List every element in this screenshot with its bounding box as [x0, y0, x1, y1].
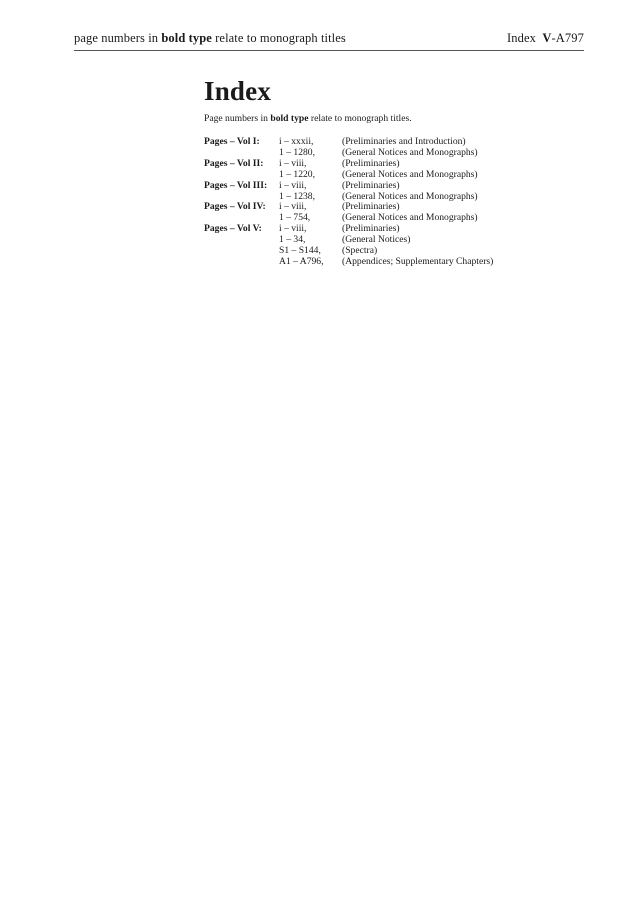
header-note-bold: bold type — [161, 31, 212, 45]
pages-table — [204, 137, 493, 268]
page-range: 1 – 754, — [279, 212, 311, 224]
range-description: (Preliminaries) — [342, 157, 400, 169]
page-range: 1 – 1280, — [279, 146, 315, 158]
page-range: 1 – 1238, — [279, 190, 315, 202]
range-description: (General Notices) — [342, 234, 411, 246]
header-note-prefix: page numbers in — [74, 31, 159, 45]
intro-note — [204, 113, 412, 124]
table-row — [204, 170, 493, 181]
page-title: Index — [204, 76, 272, 106]
page-range: 1 – 34, — [279, 234, 306, 246]
header-volume: V — [542, 31, 552, 45]
intro-prefix: Page numbers in — [204, 113, 268, 124]
range-description: (General Notices and Monographs) — [342, 168, 478, 180]
volume-label: Pages – Vol II: — [204, 157, 264, 169]
range-description: (Preliminaries and Introduction) — [342, 136, 466, 147]
page-range: 1 – 1220, — [279, 168, 315, 180]
running-header — [74, 30, 584, 51]
page-range: S1 – S144, — [279, 245, 321, 257]
volume-label — [204, 257, 279, 268]
volume-label — [204, 246, 279, 257]
range-description: (General Notices and Monographs) — [342, 146, 478, 158]
header-note-suffix: relate to monograph titles — [215, 31, 346, 45]
table-row — [204, 257, 493, 268]
page-range: i – viii, — [279, 201, 307, 213]
header-page-number: -A797 — [551, 31, 584, 45]
range-description: (Preliminaries) — [342, 201, 400, 213]
volume-label — [204, 170, 279, 181]
intro-bold: bold type — [270, 113, 309, 124]
intro-suffix: relate to monograph titles. — [310, 113, 412, 124]
volume-label: Pages – Vol I: — [204, 136, 260, 147]
table-row — [204, 181, 493, 192]
header-page-ref — [507, 31, 584, 46]
volume-label: Pages – Vol III: — [204, 179, 268, 191]
range-description: (Preliminaries) — [342, 179, 400, 191]
page-range: i – viii, — [279, 179, 307, 191]
range-description: (Preliminaries) — [342, 223, 400, 235]
range-description: (General Notices and Monographs) — [342, 190, 478, 202]
header-note — [74, 31, 346, 46]
page-range: A1 – A796, — [279, 255, 324, 267]
volume-label: Pages – Vol IV: — [204, 201, 266, 213]
range-description: (Appendices; Supplementary Chapters) — [342, 255, 494, 267]
page-range: i – xxxii, — [279, 136, 314, 147]
volume-label: Pages – Vol V: — [204, 223, 262, 235]
page-range: i – viii, — [279, 157, 307, 169]
range-description: (Spectra) — [342, 245, 378, 257]
header-index-label: Index — [506, 31, 536, 45]
pages-table-body — [204, 137, 493, 268]
range-description: (General Notices and Monographs) — [342, 212, 478, 224]
volume-label — [204, 235, 279, 246]
page-range: i – viii, — [279, 223, 307, 235]
